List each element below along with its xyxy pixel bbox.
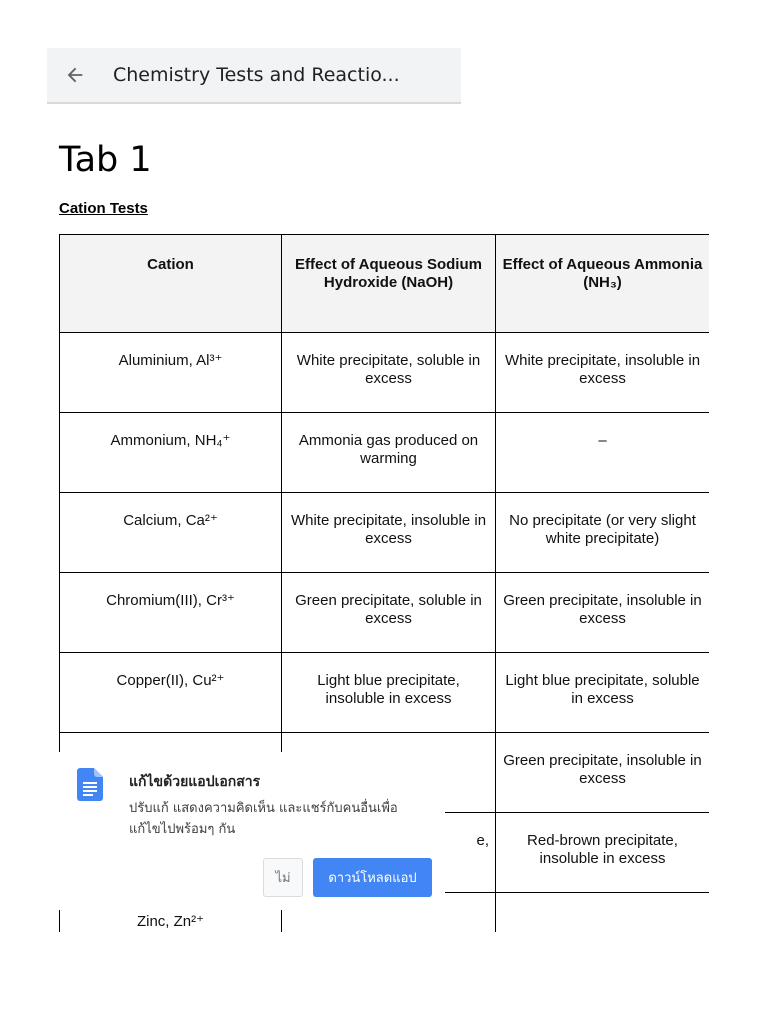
- cation-cell: Zinc, Zn²⁺: [60, 893, 282, 933]
- nh3-cell: Green precipitate, insoluble in excess: [496, 573, 710, 653]
- banner-description: ปรับแก้ แสดงความคิดเห็น และแชร์กับคนอื่นเพื่อแก้ไขไปพร้อมๆ กัน: [129, 801, 398, 837]
- naoh-cell: White precipitate, soluble in excess: [282, 333, 496, 413]
- cation-cell: Aluminium, Al³⁺: [60, 333, 282, 413]
- naoh-cell: White precipitate, insoluble in excess: [282, 493, 496, 573]
- table-row: [60, 333, 710, 413]
- section-heading: Cation Tests: [59, 200, 148, 217]
- nh3-cell: Light blue precipitate, soluble in excess: [496, 653, 710, 733]
- table-row: [60, 653, 710, 733]
- arrow-back-icon: [64, 64, 86, 86]
- naoh-cell: Light blue precipitate, insoluble in excess: [282, 653, 496, 733]
- naoh-cell: Ammonia gas produced on warming: [282, 413, 496, 493]
- dismiss-button[interactable]: ไม่: [263, 858, 303, 897]
- nh3-cell: [496, 893, 710, 933]
- header-naoh: Effect of Aqueous Sodium Hydroxide (NaOH): [282, 235, 496, 333]
- top-app-bar: [47, 48, 461, 104]
- nh3-cell: Green precipitate, insoluble in excess: [496, 733, 710, 813]
- nh3-cell: Red-brown precipitate, insoluble in excess: [496, 813, 710, 893]
- table-row: [60, 493, 710, 573]
- table-header-row: [60, 235, 710, 333]
- nh3-cell: No precipitate (or very slight white precipitate): [496, 493, 710, 573]
- tab-heading: Tab 1: [59, 140, 152, 180]
- back-button[interactable]: [47, 47, 103, 103]
- table-row: [60, 413, 710, 493]
- cation-cell: Chromium(III), Cr³⁺: [60, 573, 282, 653]
- banner-title: แก้ไขด้วยแอปเอกสาร: [129, 774, 261, 790]
- header-cation: Cation: [60, 235, 282, 333]
- cation-cell: Ammonium, NH₄⁺: [60, 413, 282, 493]
- cation-cell: Copper(II), Cu²⁺: [60, 653, 282, 733]
- document-title: Chemistry Tests and Reactio...: [113, 64, 400, 86]
- google-docs-icon: [77, 768, 103, 801]
- naoh-cell: e,: [282, 813, 496, 893]
- header-nh3: Effect of Aqueous Ammonia (NH₃): [496, 235, 710, 333]
- download-app-button[interactable]: ดาวน์โหลดแอป: [313, 858, 432, 897]
- cation-cell: Calcium, Ca²⁺: [60, 493, 282, 573]
- nh3-cell: –: [496, 413, 710, 493]
- table-row: [60, 573, 710, 653]
- naoh-cell: Green precipitate, soluble in excess: [282, 573, 496, 653]
- nh3-cell: White precipitate, insoluble in excess: [496, 333, 710, 413]
